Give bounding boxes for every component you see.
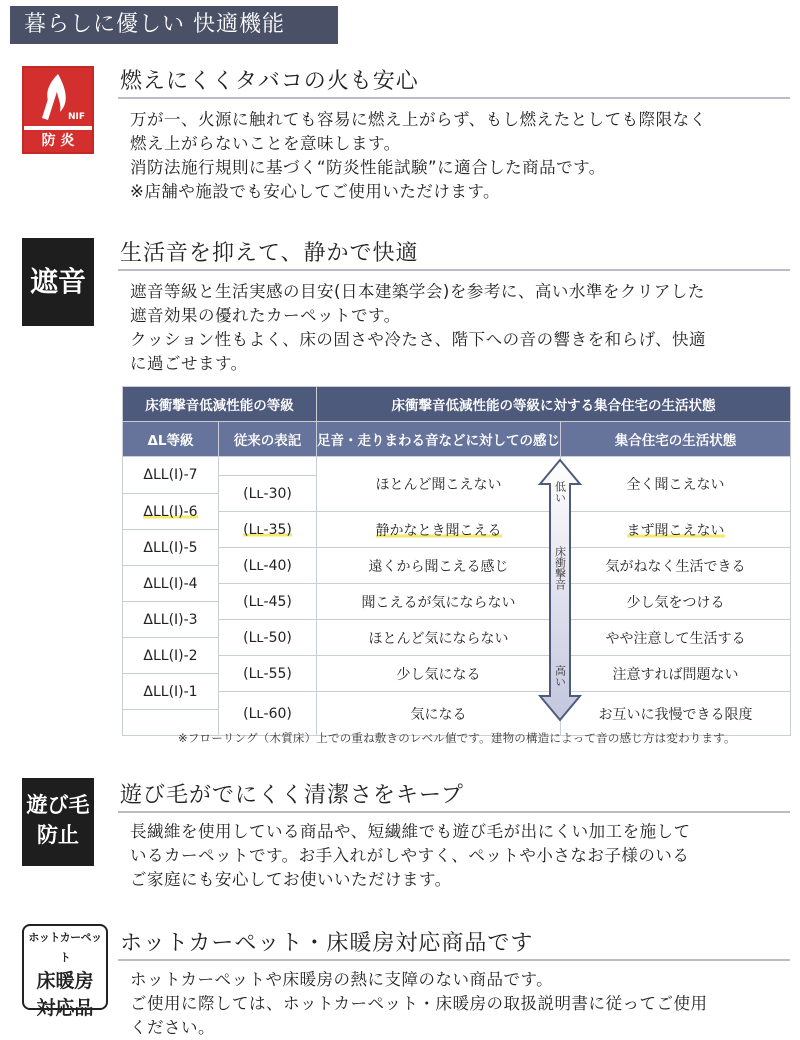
grade-cell: ΔLL(I)-5 (123, 530, 219, 566)
old-cell: (Lʟ-30) (219, 476, 317, 512)
feel-cell: 気になる (317, 692, 561, 736)
arrow-label-mid: 床衝撃音 (553, 546, 567, 590)
section-title-shedding: 遊び毛がでにくく清潔さをキープ (120, 783, 464, 808)
text-line: ご使用に際しては、ホットカーペット・床暖房の取扱説明書に従ってご使用 (130, 994, 708, 1013)
icon-label: 防止 (37, 823, 79, 847)
text-line: ホットカーペットや床暖房の熱に支障のない商品です。 (130, 970, 554, 989)
text-line: 遮音等級と生活実感の目安(日本建築学会)を参考に、高い水準をクリアした (130, 282, 705, 301)
section-divider (118, 959, 790, 961)
column-header: 足音・走りまわる音などに対しての感じ (317, 422, 561, 457)
fire-retardant-icon (22, 66, 94, 154)
grade-cell: ΔLL(I)-7 (123, 457, 219, 494)
feel-cell: ほとんど気にならない (317, 620, 561, 656)
text-line: ご家庭にも安心してお使いいただけます。 (130, 870, 452, 889)
highlighted-old: (Lʟ-35) (243, 521, 292, 538)
nif-mark: NIF (68, 112, 86, 122)
table-header-right: 床衝撃音低減性能の等級に対する集合住宅の生活状態 (317, 387, 791, 422)
feel-cell: ほとんど聞こえない (317, 457, 561, 512)
text-line: ※店舗や施設でも安心してご使用いただけます。 (130, 182, 501, 201)
section-text-sound (130, 280, 706, 376)
highlighted-grade: ΔLL(I)-6 (143, 503, 198, 520)
grade-cell: ΔLL(I)-1 (123, 674, 219, 710)
life-cell: 注意すれば問題ない (561, 656, 791, 692)
old-cell: (Lʟ-55) (219, 656, 317, 692)
feel-cell: 遠くから聞こえる感じ (317, 548, 561, 584)
column-header: 従来の表記 (219, 422, 317, 457)
text-line: 燃え上がらないことを意味します。 (130, 134, 401, 153)
old-cell (219, 512, 317, 548)
life-cell: やや注意して生活する (561, 620, 791, 656)
life-cell: 少し気をつける (561, 584, 791, 620)
section-divider (118, 269, 790, 271)
feel-cell: 聞こえるが気にならない (317, 584, 561, 620)
icon-label: 遊び毛 (26, 793, 90, 817)
text-line: いるカーペットです。お手入れがしやすく、ペットや小さなお子様のいる (130, 846, 690, 865)
sound-rating-table (122, 386, 791, 736)
text-line: クッション性もよく、床の固さや冷たさ、階下への音の響きを和らげ、快適 (130, 330, 707, 349)
life-cell: お互いに我慢できる限度 (561, 692, 791, 736)
old-cell: (Lʟ-45) (219, 584, 317, 620)
page-banner: 暮らしに優しい 快適機能 (10, 6, 338, 44)
text-line: ください。 (130, 1018, 215, 1037)
old-cell: (Lʟ-60) (219, 692, 317, 736)
impact-sound-arrow (538, 458, 582, 722)
grade-cell: ΔLL(I)-2 (123, 638, 219, 674)
section-divider (118, 811, 790, 813)
old-cell: (Lʟ-50) (219, 620, 317, 656)
highlighted-life: まず聞こえない (626, 522, 725, 539)
grade-cell (123, 494, 219, 530)
text-line: 長繊維を使用している商品や、短繊維でも遊び毛が出にくい加工を施して (130, 822, 691, 841)
section-text-shedding (130, 820, 691, 892)
section-title-heating: ホットカーペット・床暖房対応商品です (120, 931, 534, 956)
old-cell (219, 457, 317, 476)
text-line: 消防法施行規則に基づく“防炎性能試験”に適合した商品です。 (130, 158, 606, 177)
section-divider (118, 97, 790, 99)
anti-shedding-icon (22, 778, 94, 866)
arrow-label-high: 高い (553, 665, 567, 687)
text-line: に過ごせます。 (130, 354, 248, 373)
column-header: ΔL等級 (123, 422, 219, 457)
grade-cell: ΔLL(I)-3 (123, 602, 219, 638)
life-cell (561, 512, 791, 548)
feel-cell: 少し気になる (317, 656, 561, 692)
section-text-heating (130, 968, 708, 1040)
life-cell: 気がねなく生活できる (561, 548, 791, 584)
old-cell: (Lʟ-40) (219, 548, 317, 584)
sound-insulation-icon: 遮音 (22, 238, 94, 326)
highlighted-feel: 静かなとき聞こえる (375, 522, 502, 539)
section-text-fire (130, 108, 707, 204)
arrow-label-low: 低い (553, 481, 567, 503)
table-footnote: ※フローリング（木質床）上での重ね敷きのレベル値です。建物の構造によって音の感じ方は変わります。 (178, 731, 736, 745)
grade-cell: ΔLL(I)-4 (123, 566, 219, 602)
table-header-left: 床衝撃音低減性能の等級 (123, 387, 317, 422)
fire-retardant-label: 防 炎 (24, 130, 92, 152)
life-cell: 全く聞こえない (561, 457, 791, 512)
feel-cell (317, 512, 561, 548)
floor-heating-icon (22, 924, 108, 1019)
section-title-fire: 燃えにくくタバコの火も安心 (120, 69, 419, 94)
text-line: 遮音効果の優れたカーペットです。 (130, 306, 401, 325)
section-title-sound: 生活音を抑えて、静かで快適 (120, 241, 419, 266)
column-header: 集合住宅の生活状態 (561, 422, 791, 457)
icon-label: ホットカーペット (28, 931, 102, 964)
icon-label: 対応品 (36, 997, 94, 1019)
text-line: 万が一、火源に触れても容易に燃え上がらず、もし燃えたとしても際限なく (130, 110, 707, 129)
icon-label: 床暖房 (36, 970, 94, 992)
